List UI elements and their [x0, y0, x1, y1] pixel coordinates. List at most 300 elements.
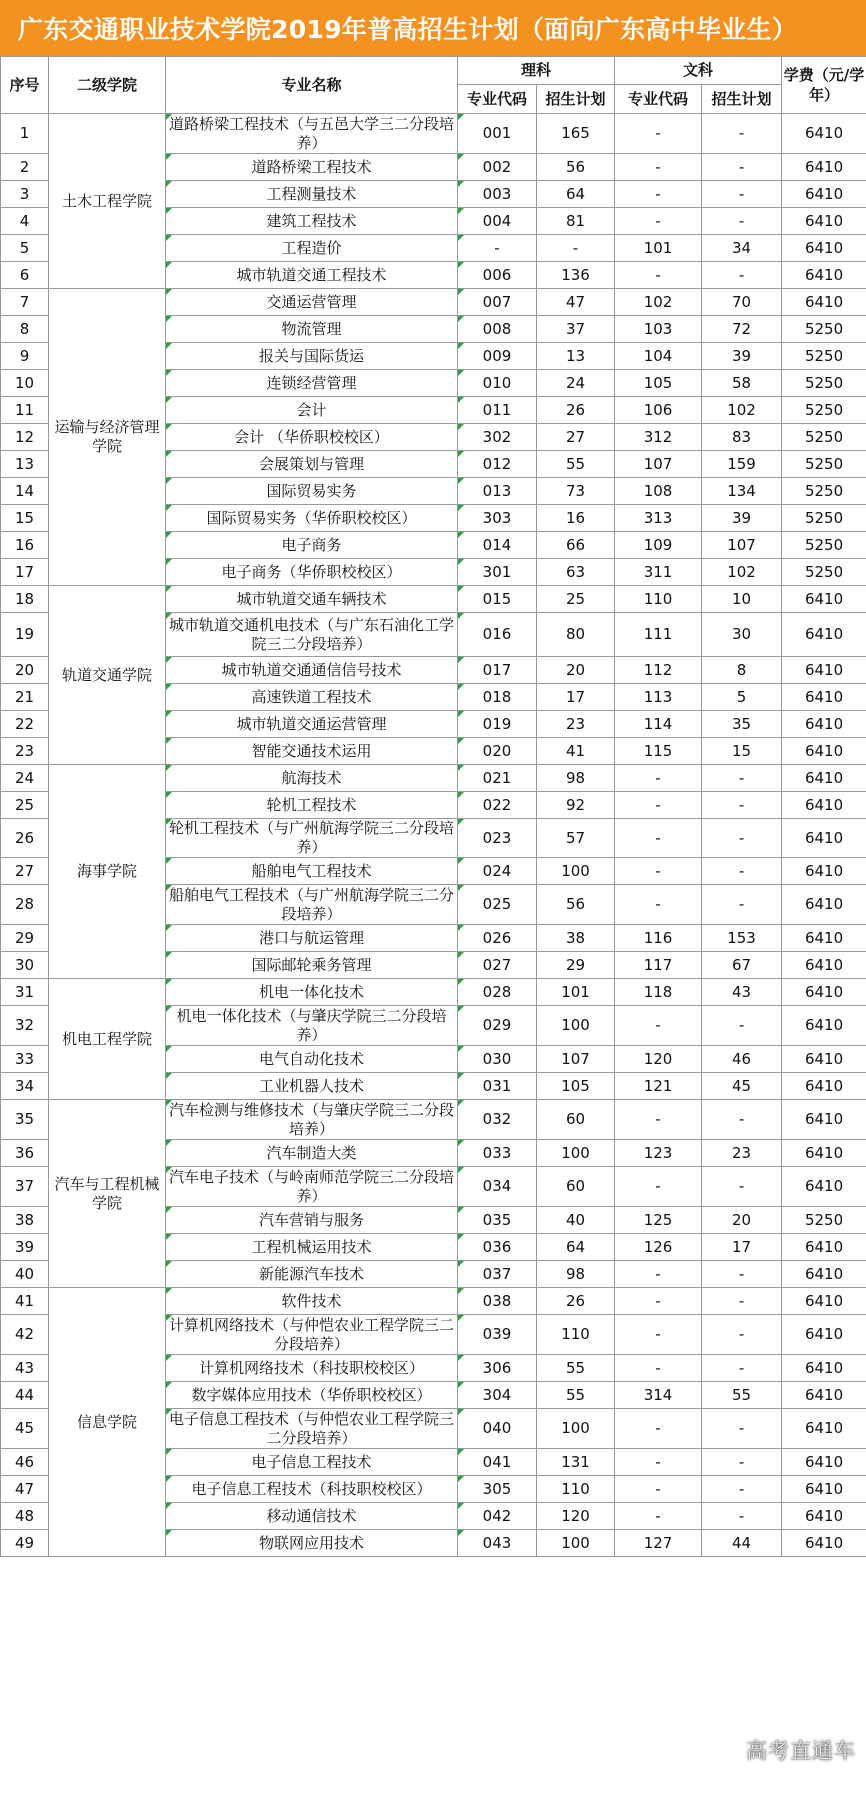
science-code: 305	[458, 1476, 537, 1503]
major-name: 道路桥梁工程技术	[166, 154, 458, 181]
science-code: 006	[458, 262, 537, 289]
major-name: 船舶电气工程技术	[166, 858, 458, 885]
arts-code: 313	[615, 505, 702, 532]
science-plan: 110	[537, 1315, 615, 1355]
major-name: 电气自动化技术	[166, 1046, 458, 1073]
tuition-fee: 6410	[782, 1382, 866, 1409]
science-plan: 165	[537, 114, 615, 154]
arts-plan: -	[702, 1315, 782, 1355]
major-name: 报关与国际货运	[166, 343, 458, 370]
arts-plan: 5	[702, 684, 782, 711]
row-seq: 39	[1, 1234, 49, 1261]
row-seq: 23	[1, 738, 49, 765]
major-name: 移动通信技术	[166, 1503, 458, 1530]
arts-code: 111	[615, 613, 702, 657]
arts-plan: 43	[702, 979, 782, 1006]
row-seq: 49	[1, 1530, 49, 1557]
arts-plan: 10	[702, 586, 782, 613]
science-plan: 60	[537, 1100, 615, 1140]
arts-plan: -	[702, 1167, 782, 1207]
row-seq: 18	[1, 586, 49, 613]
major-name: 机电一体化技术	[166, 979, 458, 1006]
science-plan: 55	[537, 1382, 615, 1409]
arts-code: 112	[615, 657, 702, 684]
tuition-fee: 6410	[782, 657, 866, 684]
science-code: 021	[458, 765, 537, 792]
header-science-plan: 招生计划	[537, 85, 615, 114]
header-college: 二级学院	[49, 57, 166, 114]
major-name: 国际贸易实务	[166, 478, 458, 505]
tuition-fee: 6410	[782, 738, 866, 765]
tuition-fee: 6410	[782, 1234, 866, 1261]
science-plan: 100	[537, 1530, 615, 1557]
table-row	[1, 114, 866, 154]
arts-code: 127	[615, 1530, 702, 1557]
science-code: 040	[458, 1409, 537, 1449]
science-code: 301	[458, 559, 537, 586]
science-plan: 25	[537, 586, 615, 613]
science-plan: 80	[537, 613, 615, 657]
major-name: 电子信息工程技术（与仲恺农业工程学院三二分段培养）	[166, 1409, 458, 1449]
header-seq: 序号	[1, 57, 49, 114]
arts-plan: -	[702, 765, 782, 792]
tuition-fee: 6410	[782, 711, 866, 738]
arts-code: 115	[615, 738, 702, 765]
arts-plan: 44	[702, 1530, 782, 1557]
arts-plan: 153	[702, 925, 782, 952]
arts-plan: -	[702, 1100, 782, 1140]
major-name: 计算机网络技术（科技职校校区）	[166, 1355, 458, 1382]
arts-code: 110	[615, 586, 702, 613]
major-name: 汽车制造大类	[166, 1140, 458, 1167]
arts-plan: -	[702, 181, 782, 208]
science-plan: 101	[537, 979, 615, 1006]
science-code: 004	[458, 208, 537, 235]
arts-code: -	[615, 1261, 702, 1288]
science-plan: 40	[537, 1207, 615, 1234]
row-seq: 25	[1, 792, 49, 819]
science-code: 008	[458, 316, 537, 343]
major-name: 物联网应用技术	[166, 1530, 458, 1557]
science-plan: 17	[537, 684, 615, 711]
tuition-fee: 6410	[782, 235, 866, 262]
science-plan: 55	[537, 451, 615, 478]
table-body	[1, 114, 866, 1557]
tuition-fee: 6410	[782, 1006, 866, 1046]
tuition-fee: 6410	[782, 765, 866, 792]
science-code: 041	[458, 1449, 537, 1476]
science-code: 017	[458, 657, 537, 684]
major-name: 城市轨道交通车辆技术	[166, 586, 458, 613]
arts-code: 121	[615, 1073, 702, 1100]
row-seq: 45	[1, 1409, 49, 1449]
arts-plan: -	[702, 262, 782, 289]
tuition-fee: 6410	[782, 1288, 866, 1315]
science-plan: 105	[537, 1073, 615, 1100]
arts-plan: 34	[702, 235, 782, 262]
arts-plan: 45	[702, 1073, 782, 1100]
arts-code: 116	[615, 925, 702, 952]
science-code: 022	[458, 792, 537, 819]
row-seq: 19	[1, 613, 49, 657]
major-name: 汽车营销与服务	[166, 1207, 458, 1234]
major-name: 会计 （华侨职校校区）	[166, 424, 458, 451]
row-seq: 42	[1, 1315, 49, 1355]
science-plan: 107	[537, 1046, 615, 1073]
major-name: 工程测量技术	[166, 181, 458, 208]
college-name: 机电工程学院	[49, 979, 166, 1100]
tuition-fee: 6410	[782, 684, 866, 711]
science-code: 026	[458, 925, 537, 952]
science-code: 032	[458, 1100, 537, 1140]
row-seq: 21	[1, 684, 49, 711]
science-plan: 136	[537, 262, 615, 289]
row-seq: 44	[1, 1382, 49, 1409]
science-code: 036	[458, 1234, 537, 1261]
row-seq: 20	[1, 657, 49, 684]
arts-code: -	[615, 1409, 702, 1449]
tuition-fee: 5250	[782, 478, 866, 505]
major-name: 国际邮轮乘务管理	[166, 952, 458, 979]
arts-code: -	[615, 858, 702, 885]
science-code: 019	[458, 711, 537, 738]
major-name: 建筑工程技术	[166, 208, 458, 235]
arts-code: 123	[615, 1140, 702, 1167]
row-seq: 13	[1, 451, 49, 478]
tuition-fee: 6410	[782, 1261, 866, 1288]
arts-plan: 39	[702, 343, 782, 370]
header-row-1	[1, 57, 866, 85]
arts-plan: 15	[702, 738, 782, 765]
tuition-fee: 6410	[782, 1140, 866, 1167]
arts-code: 114	[615, 711, 702, 738]
science-plan: 81	[537, 208, 615, 235]
major-name: 电子信息工程技术（科技职校校区）	[166, 1476, 458, 1503]
header-arts-plan: 招生计划	[702, 85, 782, 114]
arts-plan: 134	[702, 478, 782, 505]
science-plan: 100	[537, 1409, 615, 1449]
science-plan: 120	[537, 1503, 615, 1530]
row-seq: 3	[1, 181, 49, 208]
arts-code: 108	[615, 478, 702, 505]
science-plan: 56	[537, 154, 615, 181]
science-code: 007	[458, 289, 537, 316]
arts-plan: -	[702, 1449, 782, 1476]
science-code: 304	[458, 1382, 537, 1409]
college-name: 土木工程学院	[49, 114, 166, 289]
science-code: 038	[458, 1288, 537, 1315]
major-name: 城市轨道交通工程技术	[166, 262, 458, 289]
arts-code: 109	[615, 532, 702, 559]
science-code: 016	[458, 613, 537, 657]
arts-plan: -	[702, 1261, 782, 1288]
tuition-fee: 6410	[782, 1503, 866, 1530]
tuition-fee: 6410	[782, 208, 866, 235]
science-code: 035	[458, 1207, 537, 1234]
tuition-fee: 5250	[782, 397, 866, 424]
science-plan: 24	[537, 370, 615, 397]
science-plan: 98	[537, 765, 615, 792]
arts-plan: -	[702, 819, 782, 858]
table-row	[1, 289, 866, 316]
tuition-fee: 6410	[782, 792, 866, 819]
science-code: 033	[458, 1140, 537, 1167]
enrollment-table	[0, 56, 866, 1557]
arts-plan: -	[702, 208, 782, 235]
header-major: 专业名称	[166, 57, 458, 114]
tuition-fee: 6410	[782, 262, 866, 289]
tuition-fee: 6410	[782, 1167, 866, 1207]
tuition-fee: 5250	[782, 451, 866, 478]
science-code: 015	[458, 586, 537, 613]
header-fee: 学费（元/学年）	[782, 57, 866, 114]
arts-plan: -	[702, 792, 782, 819]
tuition-fee: 6410	[782, 613, 866, 657]
row-seq: 5	[1, 235, 49, 262]
major-name: 连锁经营管理	[166, 370, 458, 397]
science-code: 043	[458, 1530, 537, 1557]
tuition-fee: 6410	[782, 1073, 866, 1100]
arts-code: -	[615, 819, 702, 858]
arts-code: 311	[615, 559, 702, 586]
science-plan: 13	[537, 343, 615, 370]
major-name: 数字媒体应用技术（华侨职校校区）	[166, 1382, 458, 1409]
arts-code: -	[615, 1503, 702, 1530]
science-code: 302	[458, 424, 537, 451]
row-seq: 8	[1, 316, 49, 343]
science-plan: 100	[537, 1140, 615, 1167]
arts-plan: 102	[702, 559, 782, 586]
major-name: 机电一体化技术（与肇庆学院三二分段培养）	[166, 1006, 458, 1046]
table-row	[1, 1100, 866, 1140]
college-name: 汽车与工程机械学院	[49, 1100, 166, 1288]
major-name: 道路桥梁工程技术（与五邑大学三二分段培养）	[166, 114, 458, 154]
row-seq: 38	[1, 1207, 49, 1234]
arts-plan: -	[702, 858, 782, 885]
row-seq: 2	[1, 154, 49, 181]
science-plan: 27	[537, 424, 615, 451]
arts-code: -	[615, 885, 702, 925]
arts-plan: 20	[702, 1207, 782, 1234]
row-seq: 46	[1, 1449, 49, 1476]
science-plan: 64	[537, 181, 615, 208]
row-seq: 6	[1, 262, 49, 289]
arts-code: 102	[615, 289, 702, 316]
arts-code: -	[615, 154, 702, 181]
science-code: 002	[458, 154, 537, 181]
major-name: 软件技术	[166, 1288, 458, 1315]
science-code: 027	[458, 952, 537, 979]
row-seq: 47	[1, 1476, 49, 1503]
college-name: 信息学院	[49, 1288, 166, 1557]
row-seq: 10	[1, 370, 49, 397]
row-seq: 28	[1, 885, 49, 925]
arts-code: -	[615, 1288, 702, 1315]
tuition-fee: 6410	[782, 952, 866, 979]
science-code: 001	[458, 114, 537, 154]
row-seq: 1	[1, 114, 49, 154]
science-code: 011	[458, 397, 537, 424]
tuition-fee: 6410	[782, 1409, 866, 1449]
arts-code: -	[615, 1449, 702, 1476]
major-name: 物流管理	[166, 316, 458, 343]
science-code: 009	[458, 343, 537, 370]
header-science-code: 专业代码	[458, 85, 537, 114]
science-plan: 55	[537, 1355, 615, 1382]
arts-plan: -	[702, 1006, 782, 1046]
arts-plan: 83	[702, 424, 782, 451]
major-name: 电子信息工程技术	[166, 1449, 458, 1476]
arts-code: 312	[615, 424, 702, 451]
row-seq: 33	[1, 1046, 49, 1073]
arts-code: -	[615, 1355, 702, 1382]
arts-plan: -	[702, 1288, 782, 1315]
science-plan: 66	[537, 532, 615, 559]
major-name: 电子商务（华侨职校校区）	[166, 559, 458, 586]
watermark: 高考直通车	[746, 1739, 856, 1763]
major-name: 汽车检测与维修技术（与肇庆学院三二分段培养）	[166, 1100, 458, 1140]
table-row	[1, 979, 866, 1006]
major-name: 交通运营管理	[166, 289, 458, 316]
row-seq: 26	[1, 819, 49, 858]
arts-plan: 107	[702, 532, 782, 559]
science-code: 037	[458, 1261, 537, 1288]
arts-code: 117	[615, 952, 702, 979]
arts-code: 118	[615, 979, 702, 1006]
science-code: 031	[458, 1073, 537, 1100]
row-seq: 48	[1, 1503, 49, 1530]
tuition-fee: 6410	[782, 154, 866, 181]
arts-code: -	[615, 181, 702, 208]
major-name: 航海技术	[166, 765, 458, 792]
science-code: 003	[458, 181, 537, 208]
page-title: 广东交通职业技术学院2019年普高招生计划（面向广东高中毕业生）	[0, 0, 866, 56]
arts-plan: 58	[702, 370, 782, 397]
row-seq: 22	[1, 711, 49, 738]
arts-plan: 70	[702, 289, 782, 316]
science-plan: 26	[537, 1288, 615, 1315]
major-name: 轮机工程技术（与广州航海学院三二分段培养）	[166, 819, 458, 858]
row-seq: 16	[1, 532, 49, 559]
tuition-fee: 5250	[782, 370, 866, 397]
arts-plan: 72	[702, 316, 782, 343]
row-seq: 36	[1, 1140, 49, 1167]
arts-code: -	[615, 765, 702, 792]
row-seq: 40	[1, 1261, 49, 1288]
tuition-fee: 6410	[782, 289, 866, 316]
science-plan: 29	[537, 952, 615, 979]
science-plan: 64	[537, 1234, 615, 1261]
science-code: 014	[458, 532, 537, 559]
college-name: 轨道交通学院	[49, 586, 166, 765]
science-code: 023	[458, 819, 537, 858]
arts-code: 113	[615, 684, 702, 711]
tuition-fee: 6410	[782, 1476, 866, 1503]
arts-code: -	[615, 114, 702, 154]
row-seq: 11	[1, 397, 49, 424]
row-seq: 35	[1, 1100, 49, 1140]
science-plan: 92	[537, 792, 615, 819]
major-name: 轮机工程技术	[166, 792, 458, 819]
major-name: 电子商务	[166, 532, 458, 559]
table-row	[1, 1288, 866, 1315]
header-arts: 文科	[615, 57, 782, 85]
arts-code: -	[615, 1167, 702, 1207]
tuition-fee: 5250	[782, 505, 866, 532]
major-name: 新能源汽车技术	[166, 1261, 458, 1288]
arts-code: -	[615, 1006, 702, 1046]
science-code: 042	[458, 1503, 537, 1530]
tuition-fee: 6410	[782, 819, 866, 858]
major-name: 工程机械运用技术	[166, 1234, 458, 1261]
arts-plan: 46	[702, 1046, 782, 1073]
table-row	[1, 765, 866, 792]
tuition-fee: 5250	[782, 424, 866, 451]
tuition-fee: 6410	[782, 1449, 866, 1476]
header-science: 理科	[458, 57, 615, 85]
tuition-fee: 6410	[782, 586, 866, 613]
tuition-fee: 6410	[782, 181, 866, 208]
science-code: 013	[458, 478, 537, 505]
arts-plan: -	[702, 154, 782, 181]
arts-code: -	[615, 792, 702, 819]
row-seq: 12	[1, 424, 49, 451]
science-code: 020	[458, 738, 537, 765]
row-seq: 27	[1, 858, 49, 885]
arts-code: -	[615, 262, 702, 289]
row-seq: 43	[1, 1355, 49, 1382]
major-name: 会展策划与管理	[166, 451, 458, 478]
major-name: 汽车电子技术（与岭南师范学院三二分段培养）	[166, 1167, 458, 1207]
row-seq: 41	[1, 1288, 49, 1315]
tuition-fee: 5250	[782, 343, 866, 370]
science-plan: 110	[537, 1476, 615, 1503]
arts-code: 104	[615, 343, 702, 370]
major-name: 智能交通技术运用	[166, 738, 458, 765]
science-code: 010	[458, 370, 537, 397]
arts-code: 103	[615, 316, 702, 343]
major-name: 工程造价	[166, 235, 458, 262]
arts-plan: -	[702, 1476, 782, 1503]
major-name: 高速铁道工程技术	[166, 684, 458, 711]
arts-plan: 8	[702, 657, 782, 684]
major-name: 计算机网络技术（与仲恺农业工程学院三二分段培养）	[166, 1315, 458, 1355]
science-plan: 98	[537, 1261, 615, 1288]
college-name: 运输与经济管理学院	[49, 289, 166, 586]
major-name: 城市轨道交通通信信号技术	[166, 657, 458, 684]
science-plan: 73	[537, 478, 615, 505]
row-seq: 7	[1, 289, 49, 316]
science-code: 303	[458, 505, 537, 532]
science-plan: 41	[537, 738, 615, 765]
science-plan: 20	[537, 657, 615, 684]
row-seq: 24	[1, 765, 49, 792]
row-seq: 15	[1, 505, 49, 532]
major-name: 船舶电气工程技术（与广州航海学院三二分段培养）	[166, 885, 458, 925]
science-code: 012	[458, 451, 537, 478]
science-code: 034	[458, 1167, 537, 1207]
arts-code: 120	[615, 1046, 702, 1073]
tuition-fee: 6410	[782, 1315, 866, 1355]
tuition-fee: 5250	[782, 316, 866, 343]
science-plan: 131	[537, 1449, 615, 1476]
table-row	[1, 586, 866, 613]
arts-plan: -	[702, 1355, 782, 1382]
tuition-fee: 6410	[782, 1100, 866, 1140]
arts-plan: 159	[702, 451, 782, 478]
row-seq: 31	[1, 979, 49, 1006]
arts-plan: -	[702, 885, 782, 925]
